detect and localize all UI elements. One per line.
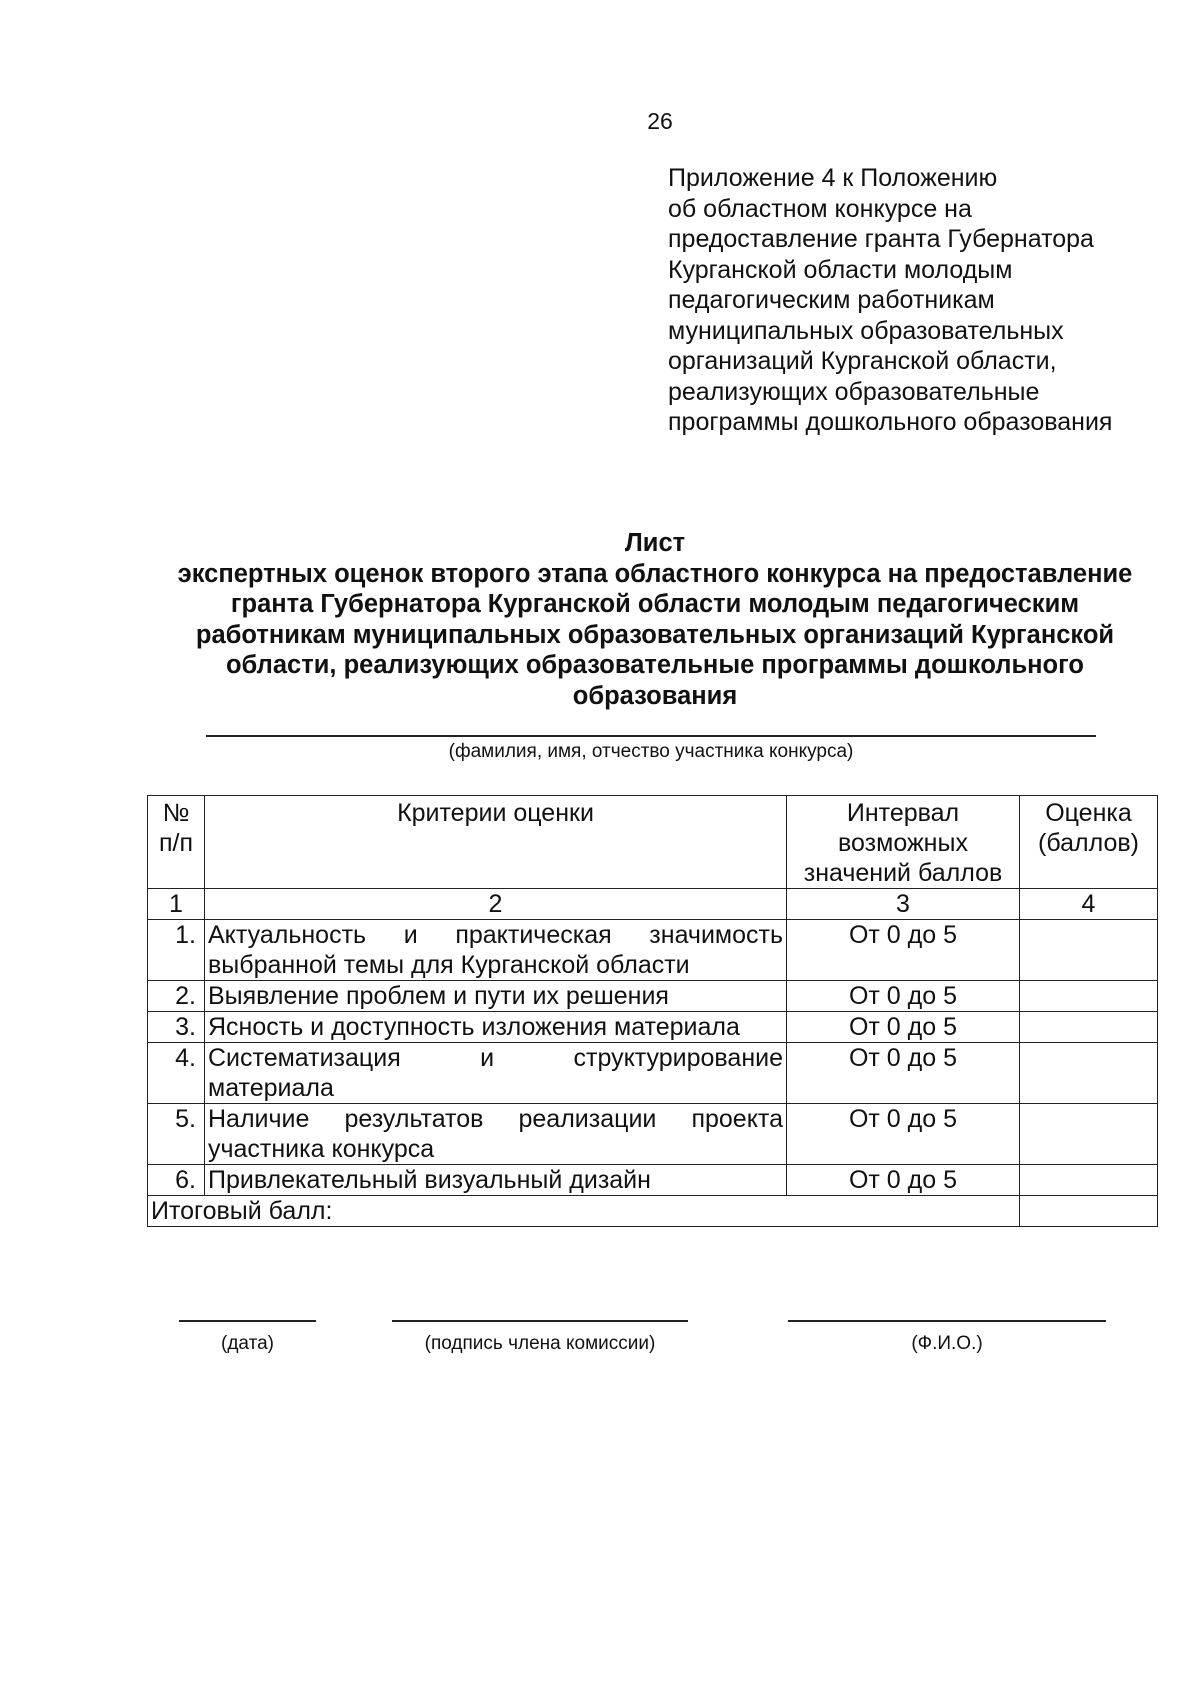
full-name-caption: (Ф.И.О.)	[911, 1333, 983, 1354]
signature-caption: (подпись члена комиссии)	[424, 1333, 656, 1354]
appendix-line: предоставление гранта Губернатора	[668, 225, 1094, 253]
header-interval: Интервал возможных значений баллов	[787, 796, 1020, 889]
row-interval: От 0 до 5	[787, 1043, 1020, 1104]
row-score-cell	[1020, 1104, 1158, 1165]
title-line: Лист	[624, 529, 686, 557]
document-title	[140, 528, 1170, 711]
row-number: 3.	[148, 1012, 205, 1043]
title-line: образования	[572, 681, 738, 710]
appendix-line: Курганской области молодым	[668, 255, 1013, 284]
column-number: 3	[787, 889, 1020, 920]
row-criterion: Наличие результатов реализации проекта участника конкурса	[205, 1104, 787, 1165]
row-interval: От 0 до 5	[787, 981, 1020, 1012]
appendix-line: Приложение 4 к Положению	[668, 164, 998, 192]
appendix-line: программы дошкольного образования	[668, 408, 1113, 436]
criteria-table	[147, 795, 1158, 1227]
row-score-cell	[1020, 920, 1158, 981]
row-criterion: Систематизация и структурирование материала	[205, 1043, 787, 1104]
row-criterion: Привлекательный визуальный дизайн	[205, 1165, 787, 1196]
row-number: 1.	[148, 920, 205, 981]
row-interval: От 0 до 5	[787, 1012, 1020, 1043]
table-header-row	[148, 796, 1158, 889]
header-num: № п/п	[148, 796, 205, 889]
table-row	[148, 920, 1158, 981]
row-score-cell	[1020, 1165, 1158, 1196]
header-score: Оценка (баллов)	[1020, 796, 1158, 889]
participant-caption: (фамилия, имя, отчество участника конкурса)	[448, 741, 854, 762]
appendix-line: об областном конкурсе на	[668, 194, 972, 223]
appendix-note	[668, 163, 1188, 438]
total-row	[148, 1196, 1158, 1227]
header-criteria: Критерии оценки	[205, 796, 787, 889]
date-line	[179, 1320, 316, 1322]
date-caption: (дата)	[221, 1333, 274, 1354]
row-score-cell	[1020, 1043, 1158, 1104]
participant-name-line	[206, 735, 1096, 737]
row-interval: От 0 до 5	[787, 1104, 1020, 1165]
title-line: гранта Губернатора Курганской области молодым педагогическим	[230, 590, 1080, 618]
row-number: 6.	[148, 1165, 205, 1196]
row-criterion: Актуальность и практическая значимость выбранной темы для Курганской области	[205, 920, 787, 981]
title-line: области, реализующих образовательные программы дошкольного	[225, 651, 1084, 679]
row-interval: От 0 до 5	[787, 1165, 1020, 1196]
row-criterion: Ясность и доступность изложения материала	[205, 1012, 787, 1043]
page-number: 26	[647, 108, 673, 134]
total-label: Итоговый балл:	[148, 1196, 1020, 1227]
table-row	[148, 1043, 1158, 1104]
row-criterion: Выявление проблем и пути их решения	[205, 981, 787, 1012]
appendix-line: реализующих образовательные	[668, 377, 1040, 406]
table-row	[148, 1104, 1158, 1165]
total-score-cell	[1020, 1196, 1158, 1227]
title-line: работникам муниципальных образовательных организаций Курганской	[195, 620, 1115, 649]
row-score-cell	[1020, 981, 1158, 1012]
column-number: 4	[1020, 889, 1158, 920]
column-number: 1	[148, 889, 205, 920]
table-row	[148, 981, 1158, 1012]
row-interval: От 0 до 5	[787, 920, 1020, 981]
row-number: 2.	[148, 981, 205, 1012]
appendix-line: муниципальных образовательных	[668, 316, 1064, 345]
table-row	[148, 1012, 1158, 1043]
appendix-line: педагогическим работникам	[668, 286, 995, 314]
table-row	[148, 1165, 1158, 1196]
row-number: 4.	[148, 1043, 205, 1104]
column-numbers-row	[148, 889, 1158, 920]
title-line: экспертных оценок второго этапа областного конкурса на предоставление	[177, 559, 1133, 588]
row-score-cell	[1020, 1012, 1158, 1043]
signature-line	[392, 1320, 688, 1322]
appendix-line: организаций Курганской области,	[668, 347, 1057, 375]
full-name-line	[788, 1320, 1106, 1322]
column-number: 2	[205, 889, 787, 920]
row-number: 5.	[148, 1104, 205, 1165]
